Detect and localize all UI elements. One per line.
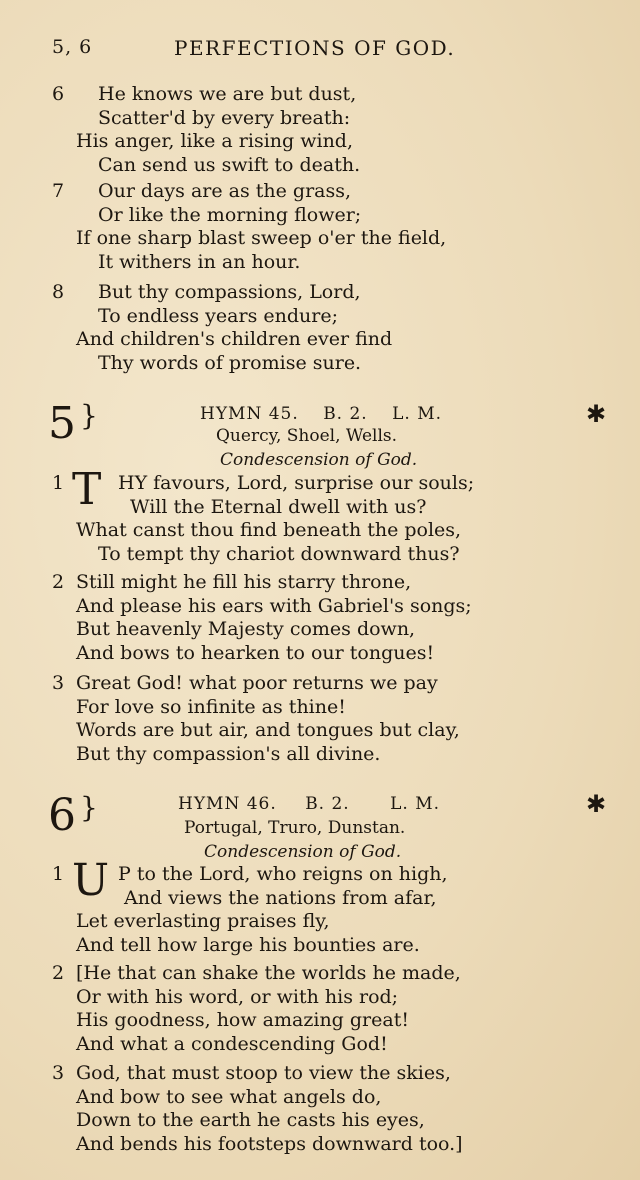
hymn-heading — [200, 404, 442, 424]
hymn-tunes: Quercy, Shoel, Wells. — [216, 426, 398, 446]
hymn-number: HYMN 45. — [200, 404, 299, 424]
verse-line: And what a condescending God! — [76, 1032, 388, 1055]
verse-line: His goodness, how amazing great! — [76, 1009, 409, 1031]
verse-line: He knows we are but dust, — [98, 83, 357, 105]
drop-cap: T — [72, 464, 102, 515]
verse-line: Or like the morning flower; — [98, 203, 362, 226]
hymn-45-verse-1 — [0, 464, 600, 566]
verse-number: 2 — [52, 962, 65, 984]
hymn-index-number: 6 — [48, 790, 76, 841]
verse-number: 2 — [52, 571, 65, 593]
verse-line: God, that must stoop to view the skies, — [76, 1062, 451, 1084]
verse-line: And children's children ever find — [76, 328, 393, 350]
drop-cap: U — [72, 855, 110, 906]
verse-number: 8 — [52, 281, 65, 303]
verse-line: And please his ears with Gabriel's songs; — [76, 594, 472, 617]
fleuron-icon: ✱ — [586, 400, 607, 428]
hymn-book: B. 2. — [305, 794, 350, 814]
verse-number: 1 — [52, 863, 65, 885]
verse-line: Can send us swift to death. — [98, 153, 361, 176]
hymn-46-verse-3 — [0, 1062, 600, 1156]
verse-line: But heavenly Majesty comes down, — [76, 618, 416, 640]
verse-line: Will the Eternal dwell with us? — [130, 495, 427, 518]
verse-line: And bows to hearken to our tongues! — [76, 641, 435, 664]
verse-number: 1 — [52, 472, 65, 494]
hymn-meter: L. M. — [390, 794, 441, 814]
hymn-subject: Condescension of God. — [220, 450, 418, 470]
hymn-46-verse-2 — [0, 962, 600, 1056]
verse-line: Or with his word, or with his rod; — [76, 985, 399, 1008]
verse-line: Our days are as the grass, — [98, 180, 352, 202]
page-title: PERFECTIONS OF GOD. — [174, 36, 456, 60]
hymn-45-verse-3 — [0, 672, 600, 766]
verse-line: And bends his footsteps downward too.] — [76, 1132, 463, 1155]
hymn-book: B. 2. — [323, 404, 368, 424]
verse-line: And views the nations from afar, — [124, 886, 437, 909]
hymn-subject: Condescension of God. — [204, 842, 402, 862]
verse-number: 3 — [52, 672, 65, 694]
hymn-tunes: Portugal, Truro, Dunstan. — [184, 818, 406, 838]
brace-glyph: } — [80, 791, 98, 824]
verse-line: What canst thou find beneath the poles, — [76, 519, 462, 541]
verse-line: It withers in an hour. — [98, 250, 301, 273]
verse-number: 7 — [52, 180, 65, 202]
verse-line: But thy compassion's all divine. — [76, 742, 381, 765]
fleuron-icon: ✱ — [586, 790, 607, 818]
page-numbers: 5, 6 — [52, 36, 93, 58]
verse-line: Great God! what poor returns we pay — [76, 672, 438, 694]
verse-line: To endless years endure; — [98, 304, 338, 327]
verse-line: Still might he fill his starry throne, — [76, 571, 412, 593]
hymn-number: HYMN 46. — [178, 794, 277, 814]
verse-line: HY favours, Lord, surprise our souls; — [118, 472, 475, 494]
stanza-8 — [0, 281, 600, 375]
page-header — [52, 36, 600, 66]
hymn-46-verse-1 — [0, 855, 600, 957]
verse-line: Scatter'd by every breath: — [98, 106, 351, 129]
verse-line: To tempt thy chariot downward thus? — [98, 542, 460, 565]
hymn-meter: L. M. — [392, 404, 443, 424]
verse-number: 3 — [52, 1062, 65, 1084]
stanza-7 — [0, 180, 600, 274]
hymn-heading — [178, 794, 440, 814]
verse-number: 6 — [52, 83, 65, 105]
brace-glyph: } — [80, 399, 98, 432]
verse-line: Down to the earth he casts his eyes, — [76, 1109, 425, 1131]
verse-line: But thy compassions, Lord, — [98, 281, 361, 303]
hymn-index-number: 5 — [48, 398, 76, 449]
verse-line: Let everlasting praises fly, — [76, 910, 330, 932]
verse-line: P to the Lord, who reigns on high, — [118, 863, 448, 885]
verse-line: And bow to see what angels do, — [76, 1085, 382, 1108]
verse-line: [He that can shake the worlds he made, — [76, 962, 461, 984]
verse-line: Thy words of promise sure. — [98, 351, 362, 374]
verse-line: If one sharp blast sweep o'er the field, — [76, 227, 447, 249]
stanza-6 — [0, 83, 600, 177]
hymn-45-verse-2 — [0, 571, 600, 665]
verse-line: Words are but air, and tongues but clay, — [76, 719, 460, 741]
verse-line: His anger, like a rising wind, — [76, 130, 354, 152]
verse-line: For love so infinite as thine! — [76, 695, 346, 718]
verse-line: And tell how large his bounties are. — [76, 933, 420, 956]
